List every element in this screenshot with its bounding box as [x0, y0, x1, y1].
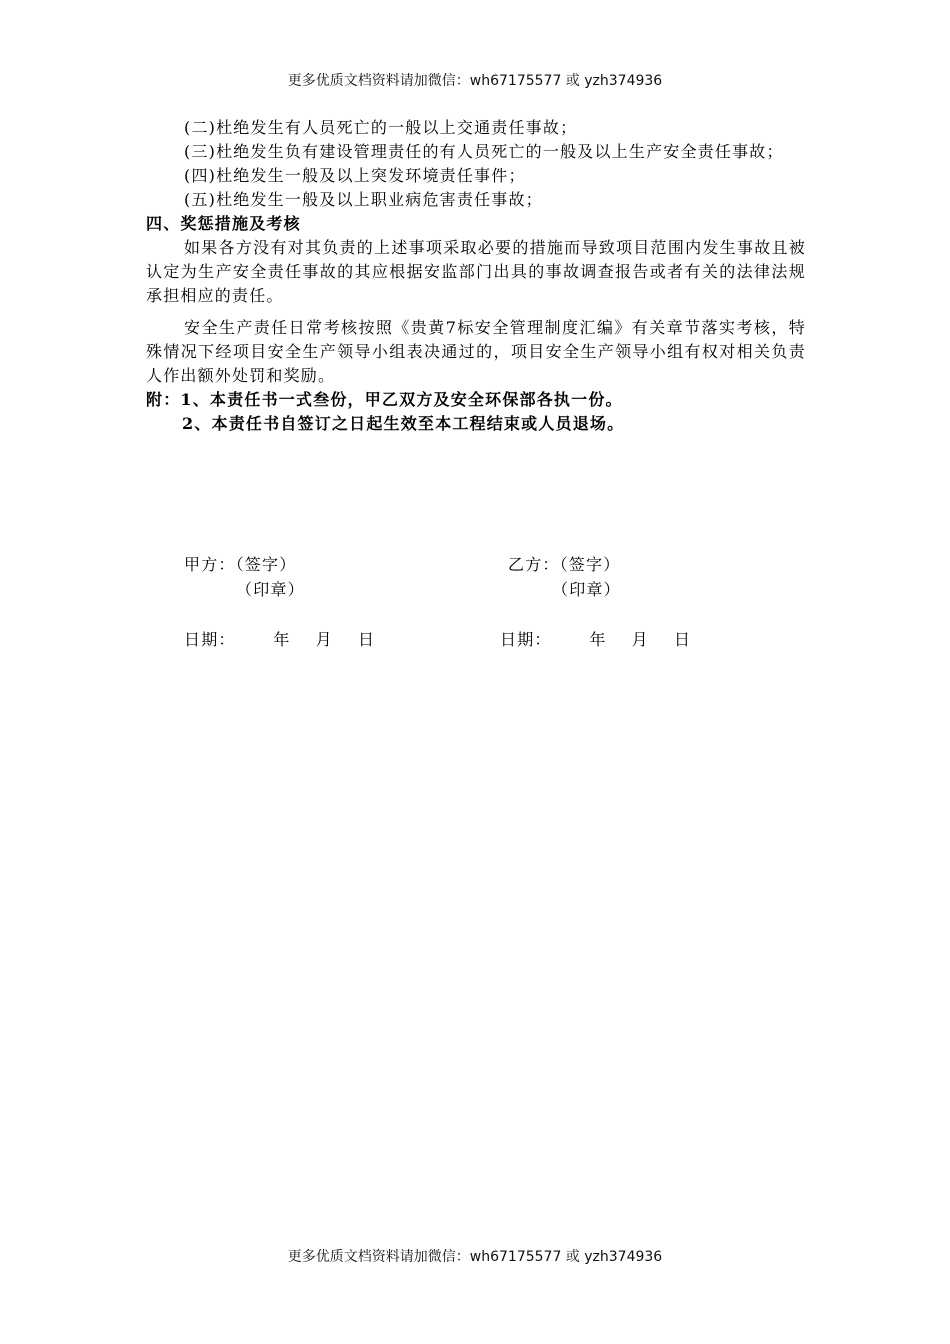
party-b-signature: 乙方：（签字） [508, 555, 621, 574]
clause-item-3: (三)杜绝发生负有建设管理责任的有人员死亡的一般及以上生产安全责任事故； [184, 142, 784, 161]
clause-item-4: (四)杜绝发生一般及以上突发环境责任事件； [184, 166, 526, 185]
paragraph-liability: 如果各方没有对其负责的上述事项采取必要的措施而导致项目范围内发生事故且被认定为生产安全责任事故的其应根据安监部门出具的事故调查报告或者有关的法律法规承担相应的责任。 [146, 238, 806, 305]
clause-item-2: (二)杜绝发生有人员死亡的一般以上交通责任事故； [184, 118, 578, 137]
party-a-signature: 甲方：（签字） [184, 555, 297, 574]
page-footer: 更多优质文档资料请加微信：wh67175577 或 yzh374936 [287, 1249, 663, 1265]
paragraph-assessment: 安全生产责任日常考核按照《贵黄7标安全管理制度汇编》有关章节落实考核，特殊情况下经项目安全生产领导小组表决通过的，项目安全生产领导小组有权对相关负责人作出额外处罚和奖励。 [146, 318, 806, 385]
page-header: 更多优质文档资料请加微信：wh67175577 或 yzh374936 [287, 73, 663, 89]
clause-item-5: (五)杜绝发生一般及以上职业病危害责任事故； [184, 190, 543, 209]
party-a-seal: （印章） [236, 580, 305, 599]
document-body [146, 116, 806, 436]
party-b-date: 日期： 年 月 日 [500, 630, 692, 649]
party-a-date: 日期： 年 月 日 [184, 630, 376, 649]
party-b-seal: （印章） [552, 580, 621, 599]
appendix-item-2: 2、本责任书自签订之日起生效至本工程结束或人员退场。 [182, 414, 625, 433]
section-heading: 四、奖惩措施及考核 [146, 214, 301, 233]
appendix-item-1: 附：1、本责任书一式叁份，甲乙双方及安全环保部各执一份。 [146, 390, 623, 409]
